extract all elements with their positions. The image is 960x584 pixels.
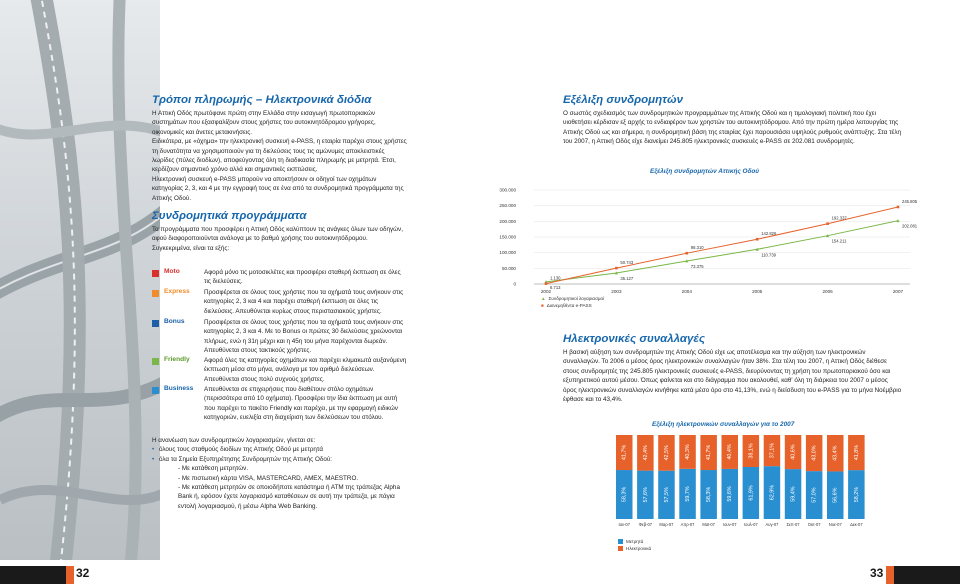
payment-paragraph: Η Αττική Οδός πρωτόφανε πρώτη στην Ελλάδα στην εισαγωγή πρωτοποριακών συστημάτων που εξασφαλίζουν στους χρήστες του αυτοκινητόδρομου γρήγορες, οικονομικές και άνετες μετακινήσεις. [152,110,376,136]
programs-section [152,210,408,253]
x-tick-label: Δεκ-07 [850,522,863,527]
data-point [686,252,689,255]
payment-paragraph: Ηλεκτρονική συσκευή e-PASS μπορούν να αποκτήσουν οι οδηγοί των οχημάτων κατηγορίας 2, 3, και 4 με την εγγραφή τους σε ένα από τα συνδρομητικά προγράμματα της Αττικής Οδού. [152,175,404,202]
x-tick-label: 2007 [892,289,904,294]
renewal-bullet-text: όλα τα Σημεία Εξυπηρέτησης Συνδρομητών της Αττικής Οδού: [159,455,333,463]
transactions-title: Ηλεκτρονικές συναλλαγές [563,333,706,345]
bar-label: 58,3% [706,486,713,503]
express-marker [152,290,159,297]
program-desc: Αφορά όλες τις κατηγορίες οχημάτων και παρέχει κλιμακωτά αυξανόμενη έκπτωση μέσα στο μήνα, ανάλογα με τον αριθμό διελεύσεων. Απευθύνεται στους πολύ συχνούς χρήστες. [204,357,407,383]
bar-label: 59,6% [727,486,734,502]
bar-label: 58,2% [853,486,860,503]
y-tick-label: 300.000 [499,187,516,193]
y-tick-label: 50.000 [501,265,516,271]
bar-label: 43,0% [811,445,818,461]
x-tick-label: Ιουν-07 [722,522,737,527]
programs-title: Συνδρομητικά προγράμματα [152,210,307,222]
renewal-sub: - Με πιστωτική κάρτα VISA, MASTERCARD, AMEX, MAESTRO. [178,474,359,482]
data-label: 6.713 [550,284,561,290]
data-label: 202.081 [902,223,918,229]
renewal-intro: Η ανανέωση των συνδρομητικών λογαριασμών, γίνεται σε: [152,437,316,444]
bar-label: 58,3% [621,486,628,503]
bar-label: 43,4% [832,445,839,461]
renewal-bullet-text: όλους τους σταθμούς διοδίων της Αττικής Οδού με μετρητά [159,446,323,454]
bonus-marker [152,320,159,327]
data-point [756,238,759,241]
subscribers-section [563,94,903,147]
program-name: Business [164,385,194,392]
bar-label: 61,9% [748,485,755,501]
transactions-bar-chart [610,431,870,541]
right-page-number: 33 [870,566,884,580]
y-tick-label: 250.000 [499,203,516,209]
transactions-text: Η βασική αύξηση των συνδρομητών της Αττικής Οδού είχε ως αποτέλεσμα και την αύξηση των ηλεκτρονικών συναλλαγών. Το 2006 ο μέσος όρος ηλεκτρονικών συναλλαγών ήταν 38%. Στα τέλη του 2007, η Αττική Οδός διέθεσε στους συνδρομητές της 245.805 ηλεκτρονικές συσκευές e-PASS, διευρύνοντας τη χρήση του πρωτοποριακού όσο και εξυπηρετικού αυτού μέσου. Όπως φαίνεται και στο διάγραμμα που ακολουθεί, καθ' όλη τη διάρκεια του 2007 ο μέσος όρος ηλεκτρονικών συναλλαγών κινήθηκε κατά μέσο όρο στο 41,13%, ενώ η διείσδυση του e-PASS για το μήνα Νοέμβριο έφθασε και το 43,4%. [563,349,902,404]
bar-label: 40,6% [790,444,797,460]
data-label: 245.805 [902,198,918,204]
bar-label: 59,4% [790,486,797,502]
bar-label: 40,4% [727,444,734,460]
x-tick-label: Νοε-07 [828,522,842,527]
bar-chart-legend [618,538,651,552]
data-point [545,282,548,285]
footer-bar [0,566,960,584]
subscribers-text: Ο σωστός σχεδιασμός των συνδρομητικών προγραμμάτων της Αττικής Οδού και η τιμολογιακή πολιτική που έχει υιοθετήσει κέρδισαν εξ αρχής το ενδιαφέρον των χρηστών του αυτοκινητόδρομου. Από την πρώτη ημέρα λειτουργίας της Αττικής Οδού ως και σήμερα, η συνδρομητική βάση της εταιρίας έχει παρουσιάσει υψηλούς ρυθμούς ανάπτυξης. Στα τέλη του 2007, η Αττική Οδός είχε διανείμει 245.805 ηλεκτρονικές συσκευές e-PASS σε 202.081 συνδρομητές. [563,110,902,146]
friendly-marker [152,358,159,365]
bar-label: 38,1% [748,443,755,459]
x-tick-label: Ιουλ-07 [744,522,758,527]
bar-label: 57,5% [663,487,670,503]
data-label: 192.337 [831,215,847,221]
legend-label: Διανεμηθέντα e-PASS [546,303,592,308]
program-desc: Προσφέρεται σε όλους τους χρήστες που τα οχήματά τους ανήκουν στις κατηγορίες 2, 3 και 4 και παρέχει σταθερή έκπτωση σε όλες τις διελεύσεις. Απευθύνεται κυρίως στους περιστασιακούς χρήστες. [204,289,404,315]
bar-label: 62,9% [769,484,776,501]
x-tick-label: Σεπ-07 [786,522,800,527]
moto-marker [152,270,159,277]
program-desc: Αφορά μόνο τις μοτοσικλέτες και προσφέρει σταθερή έκπτωση σε όλες τις διελεύσεις. [204,269,401,286]
legend-label: Μετρητά [626,539,644,544]
line-chart-title: Εξέλιξη συνδρομητών Αττικής Οδού [650,168,760,175]
bar-label: 41,8% [853,444,860,461]
x-tick-label: Απρ-07 [680,522,695,527]
data-label: 110.739 [761,252,777,258]
renewal-bullet: • όλα τα Σημεία Εξυπηρέτησης Συνδρομητών της Αττικής Οδού: [152,455,333,463]
data-point [615,267,618,270]
bar-label: 41,7% [621,444,628,461]
bar-label: 42,5% [663,445,670,461]
payment-section [152,94,408,203]
line-chart-legend: ▲ Συνδρομητικοί λογαριασμοί ■ Διανεμηθέντα e-PASS [541,296,605,308]
data-label: 50.743 [620,260,634,266]
program-name: Express [164,288,190,295]
bar-label: 40,3% [684,444,691,460]
legend-label: Συνδρομητικοί λογαριασμοί [548,296,605,301]
bar-label: 57,6% [642,487,649,503]
renewal-section [152,436,408,511]
bar-label: 37,1% [769,442,776,459]
x-tick-label: 2002 [540,289,552,294]
renewal-sub: - Με κατάθεση μετρητών. [178,465,249,473]
y-tick-label: 0 [513,281,516,287]
series-line [546,221,898,282]
renewal-bullet: • όλους τους σταθμούς διοδίων της Αττικής Οδού με μετρητά [152,446,323,454]
x-tick-label: Ιαν-07 [618,522,630,527]
bar-chart-title: Εξέλιξη ηλεκτρονικών συναλλαγών για το 2007 [652,421,795,428]
y-tick-label: 150.000 [499,234,516,240]
x-tick-label: Φεβ-07 [638,522,653,527]
program-name: Moto [164,268,180,275]
x-tick-label: Οκτ-07 [807,522,821,527]
bar-label: 42,4% [642,445,649,461]
bar-label: 59,7% [684,486,691,502]
y-tick-label: 200.000 [499,218,516,224]
data-point [897,206,900,209]
data-label: 35.127 [620,275,634,281]
x-tick-label: Αυγ-07 [765,522,779,527]
bar-label: 56,6% [832,487,839,503]
payment-title: Τρόποι πληρωμής – Ηλεκτρονικά διόδια [152,94,372,106]
subscribers-title: Εξέλιξη συνδρομητών [563,94,683,106]
left-page-number: 32 [76,566,90,580]
x-tick-label: 2004 [681,289,692,294]
program-desc: Προσφέρεται σε όλους τους χρήστες που τα οχήματά τους ανήκουν στις κατηγορίες 2, 3 και 4. Με το Bonus οι πρώτες 30 διελεύσεις χρεώνονται πλήρως, ενώ η 31η μέχρι και η 45η του μήνα παρέχονται δωρεάν. Απευθύνεται στους τακτικούς χρήστες. [204,319,404,355]
bar-label: 57,0% [811,487,818,503]
legend-label: Ηλεκτρονικά [626,546,652,551]
highway-photo [0,0,160,560]
x-tick-label: 2003 [611,289,622,294]
transactions-section [563,333,903,404]
business-marker [152,387,159,394]
renewal-sub: - Με κατάθεση μετρητών σε οποιοδήποτε κατάστημα ή ΑΤΜ της τράπεζας Alpha Bank ή, εφόσον έχετε λογαριασμό καταθέσεων σε αυτή την τράπεζα, με πάγια εντολή λογαριασμού, ή μέσω Alpha Web Banking. [178,484,400,510]
data-label: 98.310 [690,245,704,251]
program-name: Bonus [164,318,185,325]
y-tick-label: 100.000 [499,250,516,256]
program-name: Friendly [164,356,190,363]
bar-label: 41,7% [706,444,713,461]
programs-intro: Τα προγράμματα που προσφέρει η Αττική Οδός καλύπτουν τις ανάγκες όλων των οδηγών, αφού διαφοροποιούνται ανάλογα με το βαθμό χρήσης του αυτοκινητόδρομου. Συγκεκριμένα, είναι τα εξής: [152,226,403,252]
payment-paragraph: Ειδικότερα, με «όχημα» την ηλεκτρονική συσκευή e-PASS, η εταιρία παρέχει στους χρήστες τη δυνατότητα να χρησιμοποιούν για τη διελεύσεις τους τις αμώνυμες αποκλειστικές λωρίδες (πύλες διοδίων), αποφεύγοντας όλη τη διαδικασία πληρωμής με μετρητά. Έτσι, κερδίζουν σημαντικό χρόνο αλλά και σημαντικές εκπτώσεις. [152,138,407,174]
x-tick-label: 2005 [752,289,763,294]
program-desc: Απευθύνεται σε επιχειρήσεις που διαθέτουν στόλο οχημάτων (περισσότερα από 10 οχήματα). Προσφέρει την ίδια έκπτωση με αυτή που παρέχει το πακέτο Friendly και παρέχει, με την εφαρμογή ειδικών κατηγοριών, ευελιξία στη διαχείριση των διελεύσεων του στόλου. [204,386,398,422]
x-tick-label: 2006 [822,289,833,294]
data-label: 73.375 [690,264,704,270]
x-tick-label: Μαϊ-07 [702,522,715,527]
data-label: 154.211 [831,238,847,244]
x-tick-label: Μαρ-07 [659,522,674,527]
data-label: 1.130 [550,275,561,281]
data-label: 142.826 [761,231,777,237]
data-point [826,222,829,225]
